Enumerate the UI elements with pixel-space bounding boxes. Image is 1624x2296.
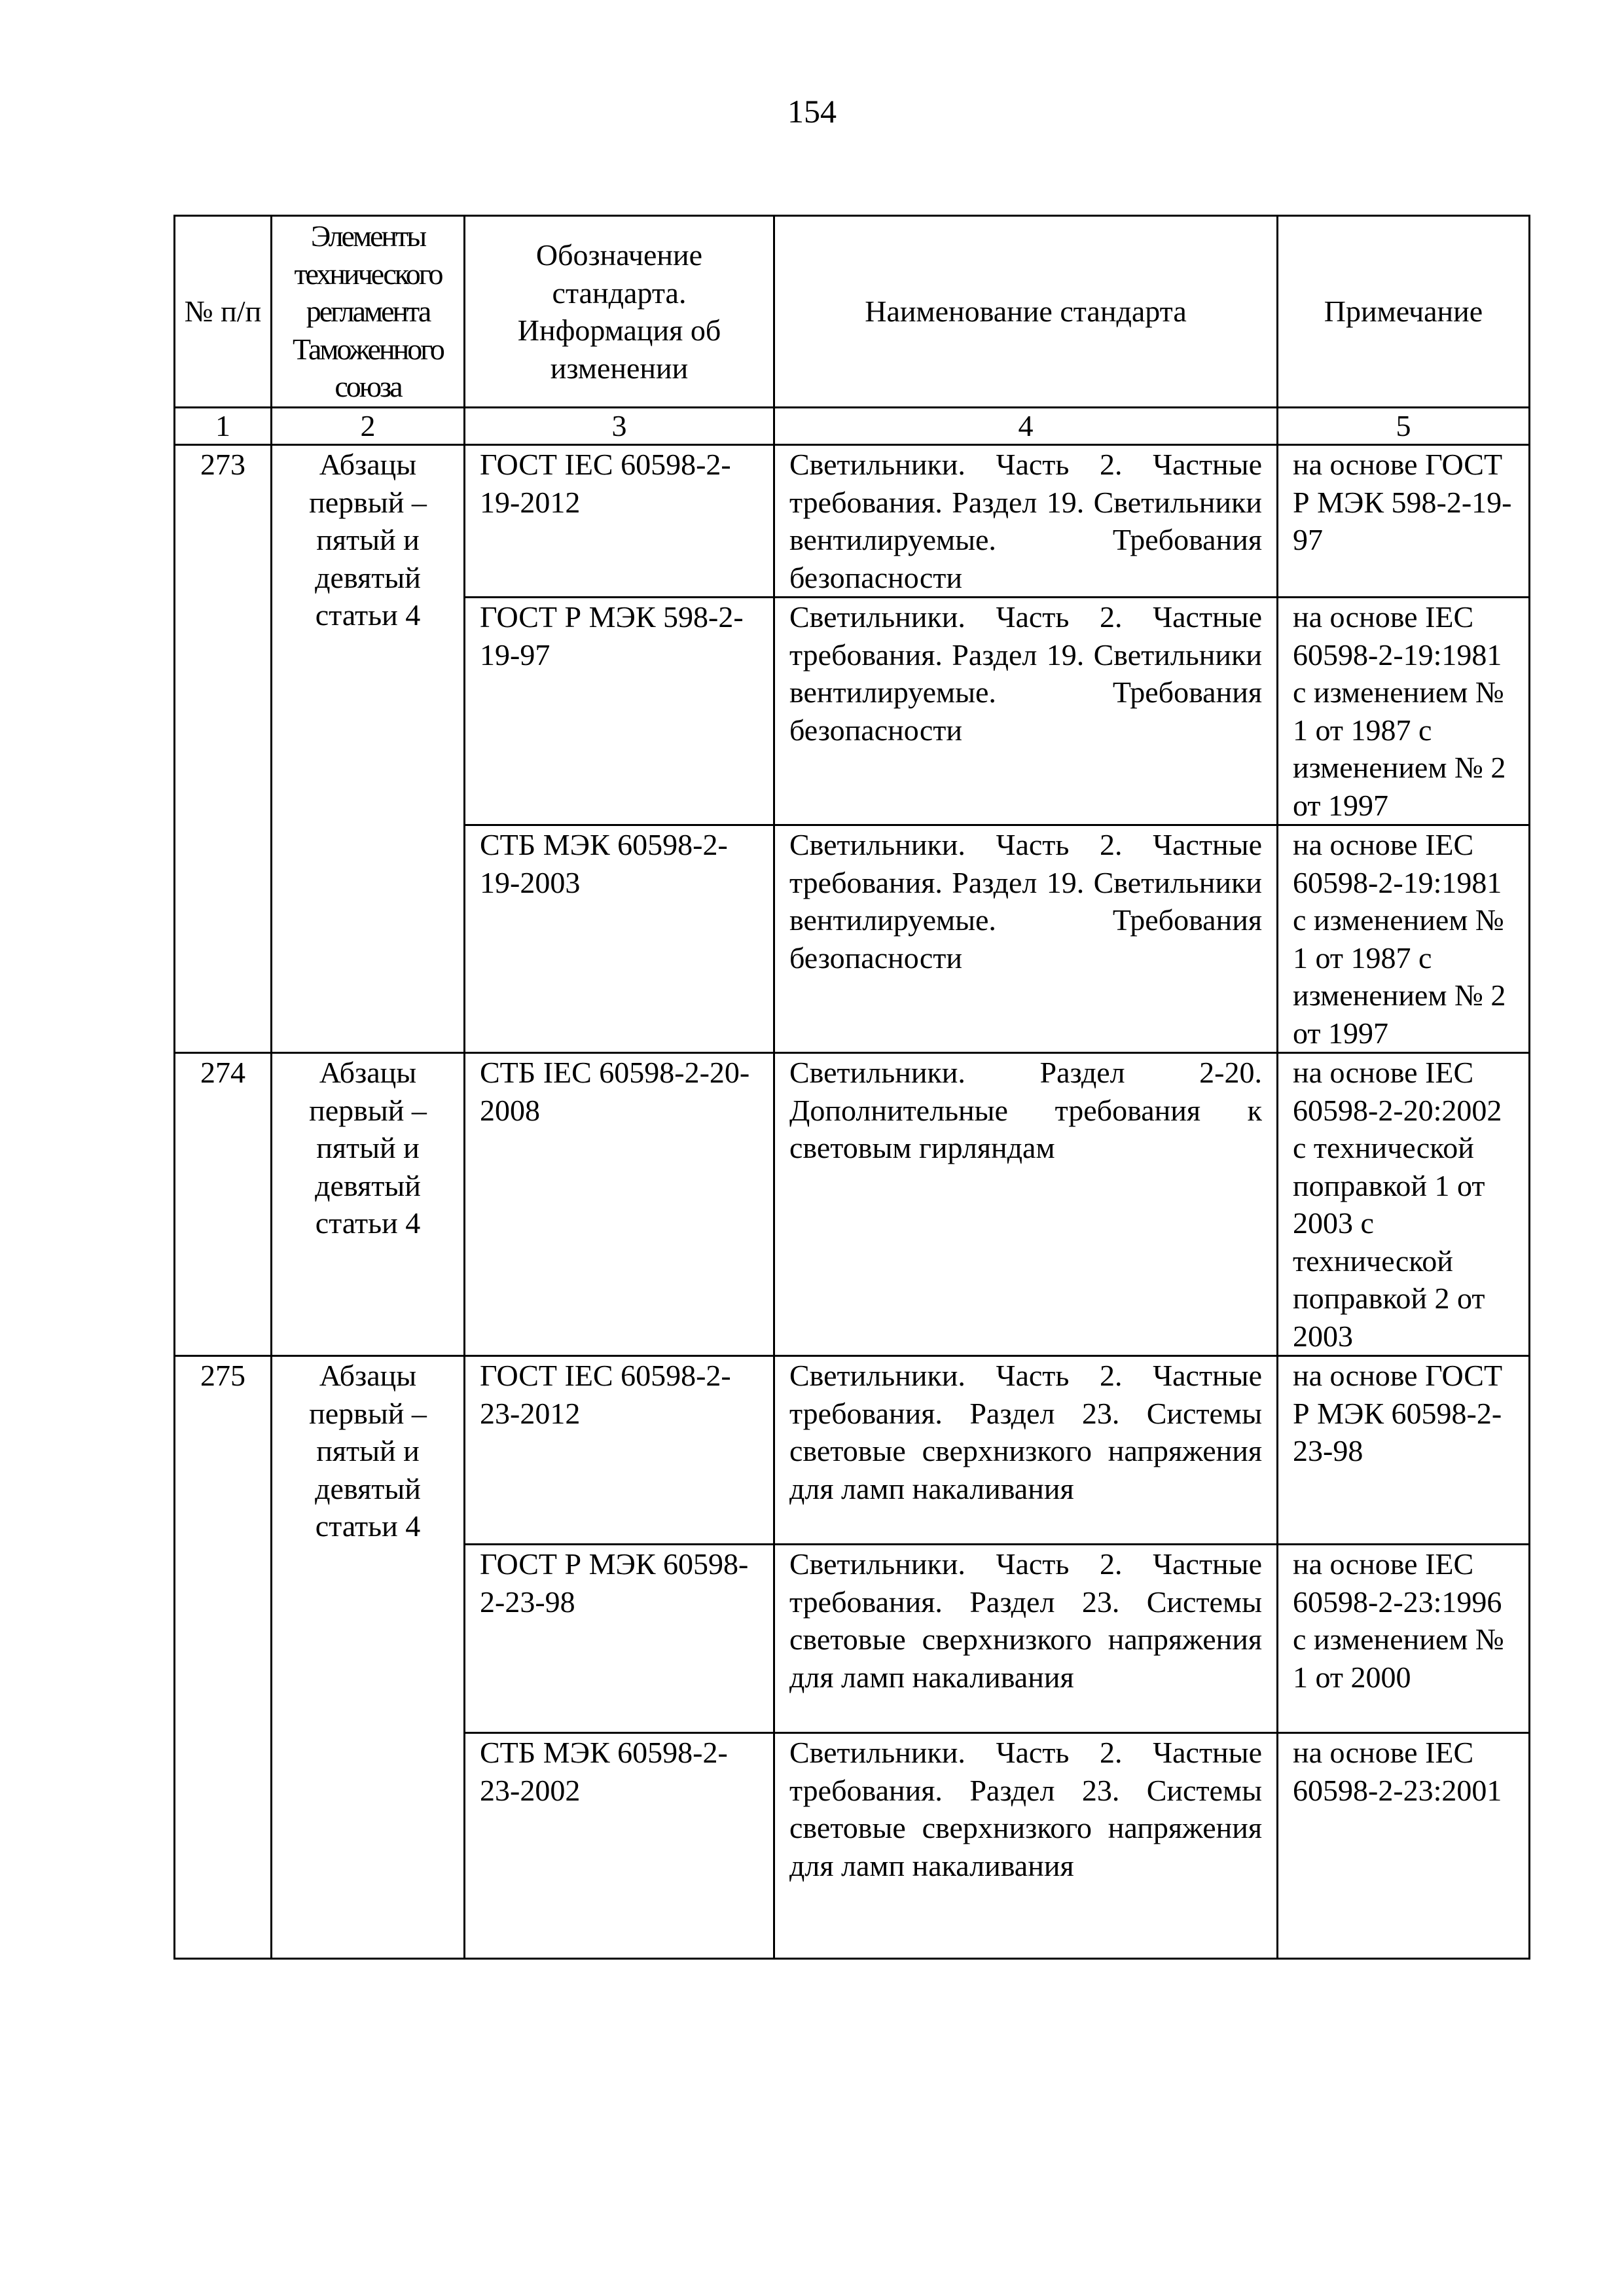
standard-name: Светильники. Раздел 2-20. Дополнительные требования к световым гирляндам	[774, 1053, 1278, 1356]
table-row	[175, 1053, 1530, 1356]
header-elements: Элементы технического регламента Таможенного союза	[272, 216, 465, 408]
standard-note: на основе IEC 60598-2-19:1981 с изменением № 1 от 1987 с изменением № 2 от 1997	[1278, 825, 1530, 1053]
standard-designation: СТБ МЭК 60598-2-19-2003	[465, 825, 774, 1053]
standard-designation: СТБ МЭК 60598-2-23-2002	[465, 1733, 774, 1959]
standard-name: Светильники. Часть 2. Частные требования. Раздел 19. Светильники вентилируемые. Требования безопасности	[774, 598, 1278, 825]
column-number: 5	[1278, 408, 1530, 445]
row-elements: Абзацы первый – пятый и девятый статьи 4	[272, 445, 465, 1053]
standard-note: на основе ГОСТ Р МЭК 598-2-19-97	[1278, 445, 1530, 598]
row-elements: Абзацы первый – пятый и девятый статьи 4	[272, 1053, 465, 1356]
column-number: 3	[465, 408, 774, 445]
row-number: 274	[175, 1053, 272, 1356]
header-row	[175, 216, 1530, 408]
standard-note: на основе IEC 60598-2-23:1996 с изменением № 1 от 2000	[1278, 1545, 1530, 1733]
standard-note: на основе ГОСТ Р МЭК 60598-2-23-98	[1278, 1356, 1530, 1545]
row-number: 273	[175, 445, 272, 1053]
standards-table	[173, 215, 1530, 1960]
standard-name: Светильники. Часть 2. Частные требования. Раздел 19. Светильники вентилируемые. Требования безопасности	[774, 825, 1278, 1053]
standard-designation: ГОСТ Р МЭК 598-2-19-97	[465, 598, 774, 825]
table-row	[175, 445, 1530, 598]
standard-note: на основе IEC 60598-2-23:2001	[1278, 1733, 1530, 1959]
column-number-row	[175, 408, 1530, 445]
standard-designation: ГОСТ Р МЭК 60598-2-23-98	[465, 1545, 774, 1733]
standard-name: Светильники. Часть 2. Частные требования. Раздел 23. Системы световые сверхнизкого напряжения для ламп накаливания	[774, 1545, 1278, 1733]
standard-note: на основе IEC 60598-2-19:1981 с изменением № 1 от 1987 с изменением № 2 от 1997	[1278, 598, 1530, 825]
standard-name: Светильники. Часть 2. Частные требования. Раздел 23. Системы световые сверхнизкого напряжения для ламп накаливания	[774, 1356, 1278, 1545]
page-number: 154	[787, 93, 837, 130]
header-designation: Обозначение стандарта. Информация об изменении	[465, 216, 774, 408]
standard-designation: ГОСТ IEC 60598-2-19-2012	[465, 445, 774, 598]
column-number: 4	[774, 408, 1278, 445]
header-name: Наименование стандарта	[774, 216, 1278, 408]
row-elements: Абзацы первый – пятый и девятый статьи 4	[272, 1356, 465, 1959]
row-number: 275	[175, 1356, 272, 1959]
standard-note: на основе IEC 60598-2-20:2002 с технической поправкой 1 от 2003 с технической поправкой 2 от 2003	[1278, 1053, 1530, 1356]
standard-designation: ГОСТ IEC 60598-2-23-2012	[465, 1356, 774, 1545]
standard-designation: СТБ IEC 60598-2-20-2008	[465, 1053, 774, 1356]
standard-name: Светильники. Часть 2. Частные требования. Раздел 23. Системы световые сверхнизкого напряжения для ламп накаливания	[774, 1733, 1278, 1959]
column-number: 2	[272, 408, 465, 445]
table-row	[175, 1356, 1530, 1545]
column-number: 1	[175, 408, 272, 445]
standard-name: Светильники. Часть 2. Частные требования. Раздел 19. Светильники вентилируемые. Требования безопасности	[774, 445, 1278, 598]
header-note: Примечание	[1278, 216, 1530, 408]
header-number: № п/п	[175, 216, 272, 408]
